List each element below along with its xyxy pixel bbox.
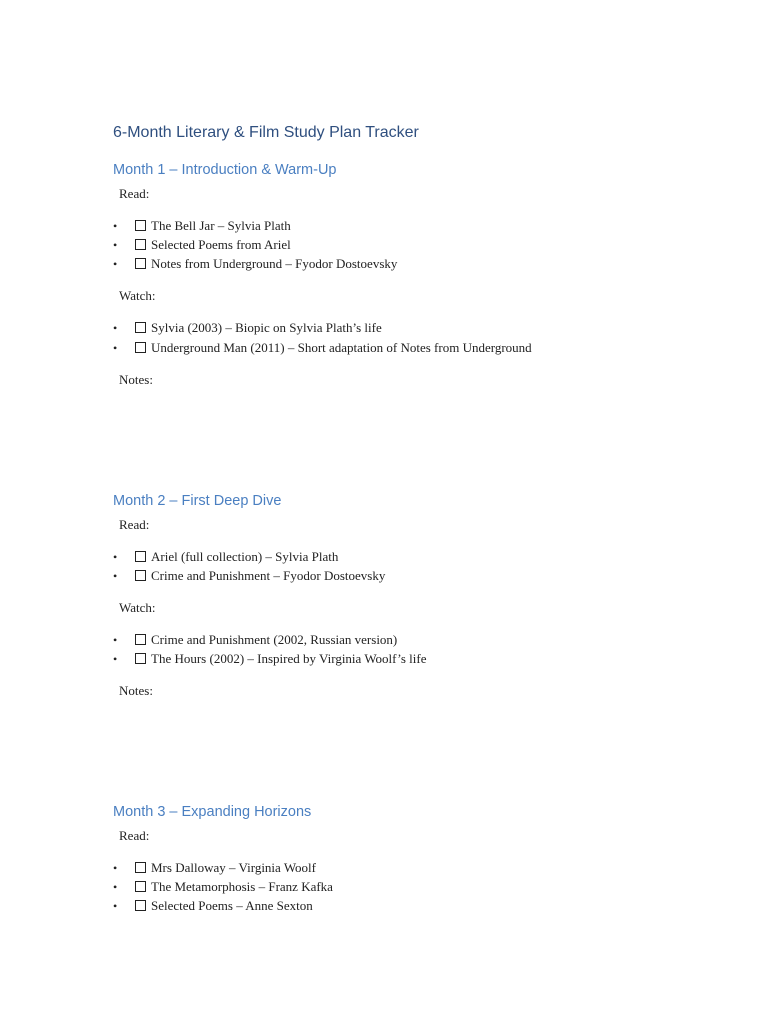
list-item [113,898,313,914]
checkbox-icon[interactable] [135,322,146,333]
list-item-label: The Hours (2002) – Inspired by Virginia Woolf’s life [151,651,427,666]
list-item-label: The Metamorphosis – Franz Kafka [151,879,333,894]
month-1-notes-label: Notes: [119,372,153,387]
checkbox-icon[interactable] [135,634,146,645]
list-item-label: Sylvia (2003) – Biopic on Sylvia Plath’s life [151,320,382,335]
bullet-icon: • [113,257,118,271]
month-2-notes-label: Notes: [119,683,153,698]
checkbox-icon[interactable] [135,239,146,250]
list-item [113,340,532,356]
bullet-icon: • [113,633,118,647]
list-item-label: Mrs Dalloway – Virginia Woolf [151,860,316,875]
list-item-label: The Bell Jar – Sylvia Plath [151,218,291,233]
checkbox-icon[interactable] [135,653,146,664]
list-item [113,218,291,234]
list-item [113,237,291,253]
checkbox-icon[interactable] [135,881,146,892]
list-item-label: Selected Poems – Anne Sexton [151,898,313,913]
list-item [113,320,382,336]
month-1-heading: Month 1 – Introduction & Warm-Up [113,162,337,178]
checkbox-icon[interactable] [135,342,146,353]
list-item [113,568,385,584]
bullet-icon: • [113,238,118,252]
list-item-label: Underground Man (2011) – Short adaptation of Notes from Underground [151,340,532,355]
list-item-label: Crime and Punishment – Fyodor Dostoevsky [151,568,386,583]
month-2-read-label: Read: [119,517,150,532]
document-title: 6-Month Literary & Film Study Plan Tracker [113,124,419,141]
bullet-icon: • [113,550,118,564]
list-item [113,549,338,565]
list-item-label: Ariel (full collection) – Sylvia Plath [151,549,339,564]
checkbox-icon[interactable] [135,900,146,911]
month-2-heading: Month 2 – First Deep Dive [113,493,282,509]
month-1-read-label: Read: [119,186,150,201]
month-1-watch-label: Watch: [119,288,156,303]
checkbox-icon[interactable] [135,258,146,269]
checkbox-icon[interactable] [135,862,146,873]
bullet-icon: • [113,321,118,335]
list-item [113,256,397,272]
checkbox-icon[interactable] [135,570,146,581]
list-item-label: Notes from Underground – Fyodor Dostoevsky [151,256,398,271]
list-item [113,632,397,648]
checkbox-icon[interactable] [135,551,146,562]
bullet-icon: • [113,861,118,875]
list-item-label: Crime and Punishment (2002, Russian version) [151,632,398,647]
month-3-read-label: Read: [119,828,150,843]
list-item [113,879,333,895]
month-3-heading: Month 3 – Expanding Horizons [113,804,312,820]
bullet-icon: • [113,341,118,355]
bullet-icon: • [113,880,118,894]
list-item [113,860,316,876]
bullet-icon: • [113,219,118,233]
bullet-icon: • [113,652,118,666]
bullet-icon: • [113,899,118,913]
list-item-label: Selected Poems from Ariel [151,237,291,252]
checkbox-icon[interactable] [135,220,146,231]
list-item [113,651,426,667]
bullet-icon: • [113,569,118,583]
month-2-watch-label: Watch: [119,600,156,615]
